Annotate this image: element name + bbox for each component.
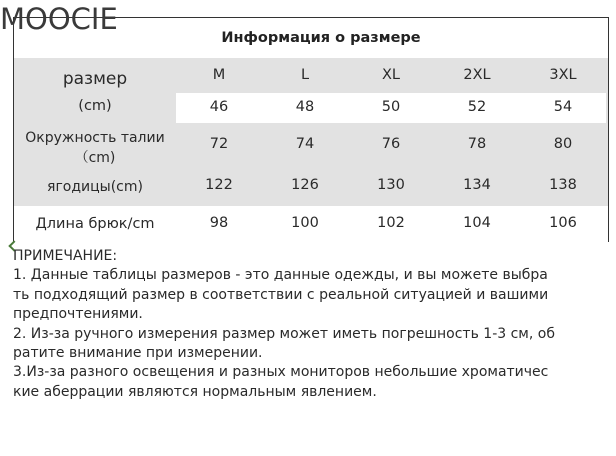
size-grid: [14, 58, 608, 243]
notes-line: ратите внимание при измерении.: [13, 345, 263, 362]
size-header-cell: 2XL: [463, 67, 491, 83]
notes-line: кие аберрации являются нормальным явлением.: [13, 383, 377, 400]
size-header-cell: XL: [381, 67, 400, 83]
table-cell: 78: [467, 136, 487, 152]
table-cell: 134: [463, 177, 491, 193]
row-label-length: [14, 208, 176, 240]
table-cell: 126: [291, 177, 319, 193]
table-cell: 80: [553, 136, 573, 152]
size-header-cell: M: [212, 67, 226, 83]
size-header-cell: 3XL: [549, 67, 577, 83]
table-cell: 98: [209, 215, 229, 231]
notes-heading: ПРИМЕЧАНИЕ:: [13, 248, 118, 264]
row-label-line: Длина брюк/cm: [35, 216, 155, 232]
brand-logo-text: MOOCIE: [0, 2, 118, 36]
notes-line: ть подходящий размер в соответствии с реальной ситуацией и вашими: [13, 286, 549, 303]
table-cell: 138: [549, 177, 577, 193]
table-cell: 74: [295, 136, 315, 152]
table-cell: 122: [205, 177, 233, 193]
table-cell: 104: [463, 215, 491, 231]
row-label-hips: [14, 174, 176, 200]
table-cell: 102: [377, 215, 405, 231]
size-label-cell: [14, 66, 176, 92]
size-label: размер: [62, 69, 128, 89]
table-cell: 72: [209, 136, 229, 152]
table-row: [176, 136, 609, 160]
notes-line: предпочтениями.: [13, 306, 143, 323]
row-label-line: (cm): [78, 98, 112, 114]
notes-line: 3.Из-за разного освещения и разных мониторов небольшие хроматичес: [13, 364, 549, 381]
row-label-unit: [14, 93, 176, 119]
notes-section: [13, 247, 613, 402]
notes-line: 2. Из-за ручного измерения размер может иметь погрешность 1-3 см, об: [13, 325, 555, 342]
notes-line: 1. Данные таблицы размеров - это данные одежды, и вы можете выбра: [13, 267, 548, 284]
table-row: [176, 215, 609, 239]
table-cell: 52: [467, 99, 487, 115]
table-cell: 46: [209, 99, 229, 115]
table-cell: 76: [381, 136, 401, 152]
size-header-cell: L: [300, 67, 310, 83]
table-title: Информация о размере: [221, 30, 421, 46]
row-label-line: （cm): [74, 150, 116, 166]
table-cell: 50: [381, 99, 401, 115]
size-table: [13, 17, 609, 242]
table-cell: 100: [291, 215, 319, 231]
row-label-line: ягодицы(cm): [47, 179, 143, 195]
table-cell: 54: [553, 99, 573, 115]
table-row: [176, 177, 609, 201]
table-row: [176, 93, 606, 123]
table-cell: 48: [295, 99, 315, 115]
size-header-row: [176, 64, 609, 88]
row-label-waist: [14, 126, 176, 170]
table-cell: 106: [549, 215, 577, 231]
row-label-line: Окружность талии: [25, 130, 165, 146]
table-cell: 130: [377, 177, 405, 193]
